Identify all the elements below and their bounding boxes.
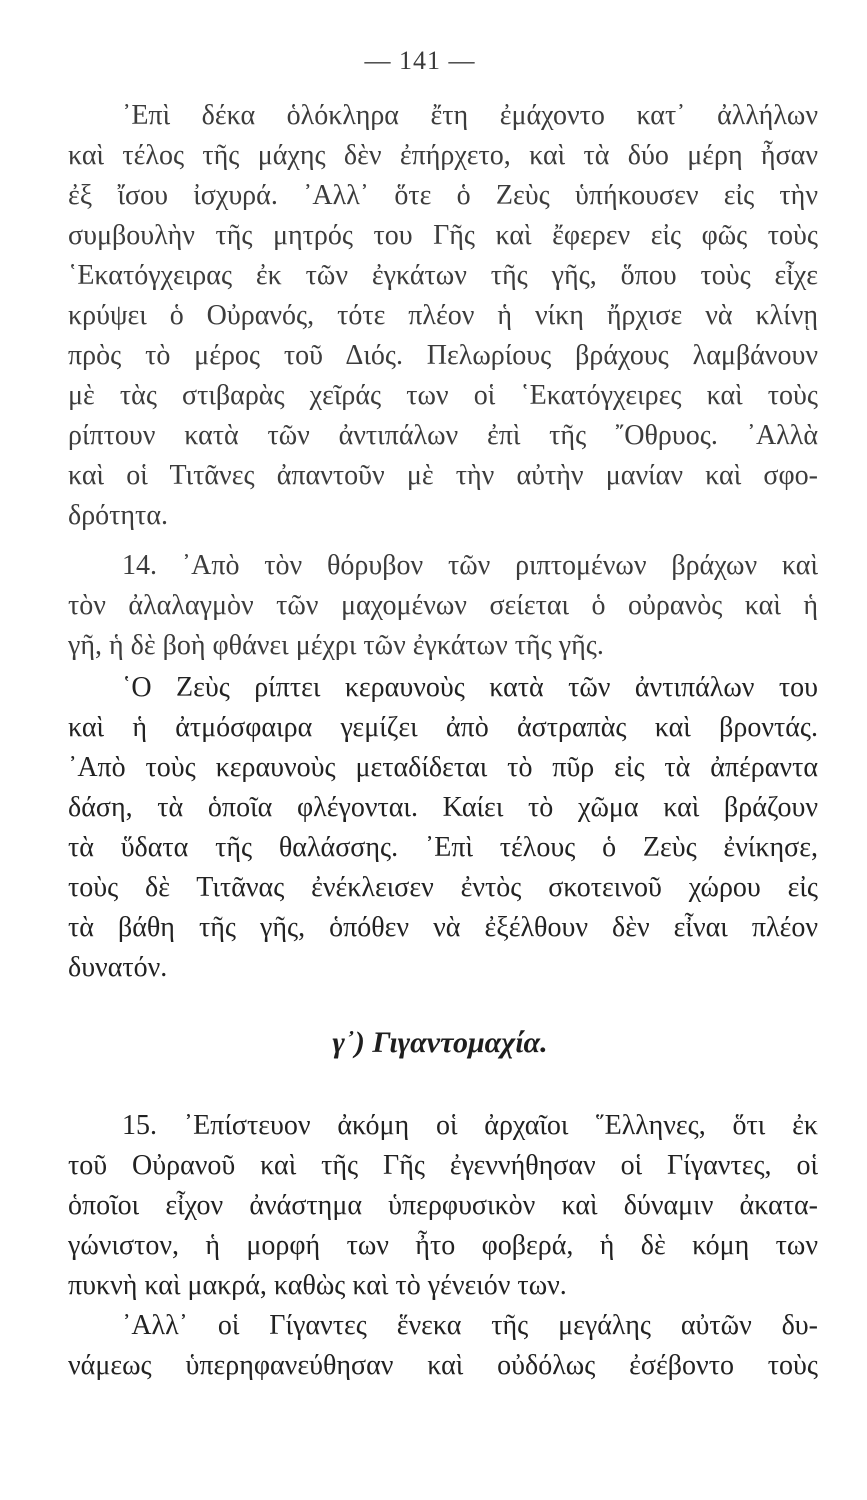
text-line: καὶ ἡ ἀτμόσφαιρα γεμίζει ἀπὸ ἀστραπὰς καὶ βροντάς.	[68, 712, 818, 743]
text-line: πυκνὴ καὶ μακρά, καθὼς καὶ τὸ γένειόν των.	[68, 1270, 567, 1301]
text-line: δυνατόν.	[68, 952, 168, 983]
text-line: νάμεως ὑπερηφανεύθησαν καὶ οὐδόλως ἐσέβοντο τοὺς	[68, 1350, 818, 1381]
text-line: ῾Ο Ζεὺς ρίπτει κεραυνοὺς κατὰ τῶν ἀντιπάλων του	[122, 672, 818, 703]
text-line: καὶ οἱ Τιτᾶνες ἀπαντοῦν μὲ τὴν αὐτὴν μανίαν καὶ σφο-	[68, 460, 818, 491]
text-line: τοὺς δὲ Τιτᾶνας ἐνέκλεισεν ἐντὸς σκοτεινοῦ χώρου εἰς	[68, 872, 818, 903]
text-line: ᾿Απὸ τοὺς κεραυνοὺς μεταδίδεται τὸ πῦρ εἰς τὰ ἀπέραντα	[68, 752, 818, 783]
text-line: μὲ τὰς στιβαρὰς χεῖράς των οἱ ῾Εκατόγχειρες καὶ τοὺς	[68, 380, 818, 411]
text-line: ὁποῖοι εἶχον ἀνάστημα ὑπερφυσικὸν καὶ δύναμιν ἀκατα-	[68, 1190, 818, 1221]
text-line: πρὸς τὸ μέρος τοῦ Διός. Πελωρίους βράχους λαμβάνουν	[68, 340, 818, 371]
text-line: ἐξ ἴσου ἰσχυρά. ᾿Αλλ᾿ ὅτε ὁ Ζεὺς ὑπήκουσεν εἰς τὴν	[68, 180, 818, 211]
text-line: κρύψει ὁ Οὐρανός, τότε πλέον ἡ νίκη ἤρχισε νὰ κλίνῃ	[68, 300, 818, 331]
text-line: καὶ τέλος τῆς μάχης δὲν ἐπήρχετο, καὶ τὰ δύο μέρη ἦσαν	[68, 140, 818, 171]
text-line: ᾿Αλλ᾿ οἱ Γίγαντες ἕνεκα τῆς μεγάλης αὐτῶν δυ-	[122, 1310, 818, 1341]
text-line: ᾿Επὶ δέκα ὁλόκληρα ἔτη ἐμάχοντο κατ᾿ ἀλλήλων	[122, 100, 818, 131]
text-line: συμβουλὴν τῆς μητρός του Γῆς καὶ ἔφερεν εἰς φῶς τοὺς	[68, 220, 818, 251]
text-line: τὰ ὕδατα τῆς θαλάσσης. ᾿Επὶ τέλους ὁ Ζεὺς ἐνίκησε,	[68, 832, 818, 863]
text-line: τὸν ἀλαλαγμὸν τῶν μαχομένων σείεται ὁ οὐρανὸς καὶ ἡ	[68, 590, 818, 621]
paragraph-14-start: 14. ᾿Απὸ τὸν θόρυβον τῶν ριπτομένων βράχων καὶ	[122, 550, 818, 581]
section-heading: γ᾿) Γιγαντομαχία.	[332, 1026, 548, 1059]
text-line: δρότητα.	[68, 500, 168, 531]
text-line: δάση, τὰ ὁποῖα φλέγονται. Καίει τὸ χῶμα καὶ βράζουν	[68, 792, 818, 823]
text-line: τὰ βάθη τῆς γῆς, ὁπόθεν νὰ ἐξέλθουν δὲν εἶναι πλέον	[68, 912, 818, 943]
text-line: τοῦ Οὐρανοῦ καὶ τῆς Γῆς ἐγεννήθησαν οἱ Γίγαντες, οἱ	[68, 1150, 818, 1181]
text-line: γῆ, ἡ δὲ βοὴ φθάνει μέχρι τῶν ἐγκάτων τῆς γῆς.	[68, 630, 604, 661]
text-line: ρίπτουν κατὰ τῶν ἀντιπάλων ἐπὶ τῆς ῎Οθρυος. ᾿Αλλὰ	[68, 420, 818, 451]
page-number: — 141 —	[364, 46, 476, 75]
text-line: γώνιστον, ἡ μορφή των ἦτο φοβερά, ἡ δὲ κόμη των	[68, 1230, 818, 1261]
paragraph-15-start: 15. ᾿Επίστευον ἀκόμη οἱ ἀρχαῖοι ῞Ελληνες, ὅτι ἐκ	[122, 1110, 818, 1141]
text-line: ῾Εκατόγχειρας ἐκ τῶν ἐγκάτων τῆς γῆς, ὅπου τοὺς εἶχε	[68, 260, 818, 291]
